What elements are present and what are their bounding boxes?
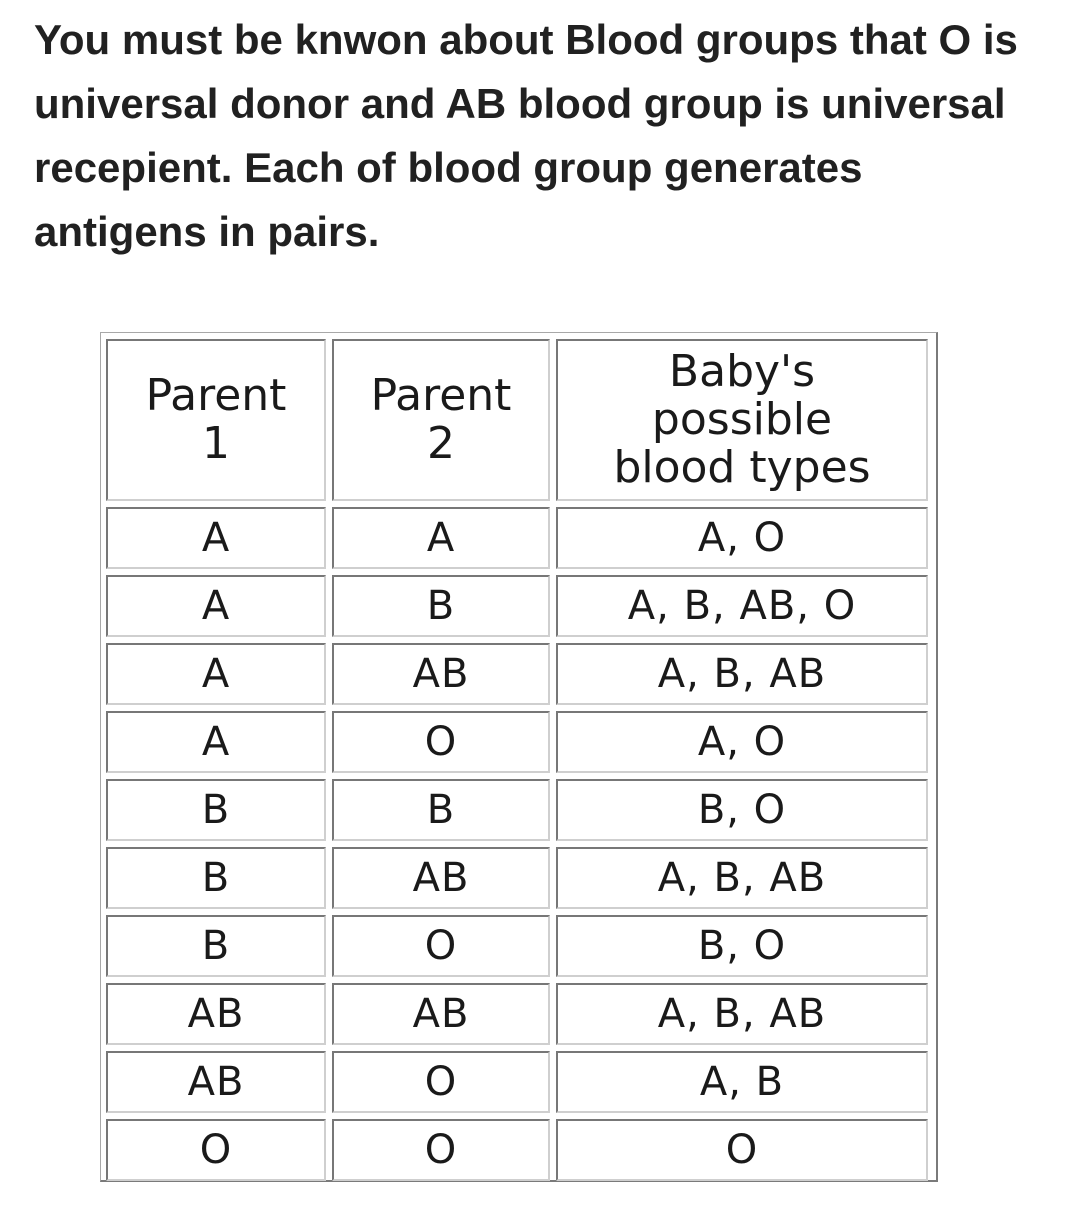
cell-baby-types: A, O <box>556 711 928 773</box>
cell-baby-types: A, B <box>556 1051 928 1113</box>
cell-baby-types: A, B, AB <box>556 643 928 705</box>
cell-parent-2: O <box>332 915 550 977</box>
header-baby-line2: possible <box>651 394 833 445</box>
cell-baby-types: B, O <box>556 915 928 977</box>
blood-type-table <box>100 333 934 1187</box>
header-baby-line3: blood types <box>613 442 871 493</box>
blood-type-table-frame <box>100 332 938 1182</box>
cell-parent-1: A <box>106 575 326 637</box>
header-parent-2 <box>332 339 550 501</box>
cell-parent-1: A <box>106 711 326 773</box>
table-row <box>106 643 928 705</box>
cell-baby-types: B, O <box>556 779 928 841</box>
table-row <box>106 847 928 909</box>
cell-parent-1: AB <box>106 983 326 1045</box>
header-parent-1 <box>106 339 326 501</box>
header-baby-blood-types <box>556 339 928 501</box>
table-row <box>106 1119 928 1181</box>
table-row <box>106 575 928 637</box>
cell-parent-1: AB <box>106 1051 326 1113</box>
cell-parent-1: A <box>106 643 326 705</box>
cell-baby-types: O <box>556 1119 928 1181</box>
cell-parent-2: O <box>332 1051 550 1113</box>
table-row <box>106 983 928 1045</box>
cell-parent-1: A <box>106 507 326 569</box>
cell-parent-1: B <box>106 847 326 909</box>
header-parent-2-line2: 2 <box>427 418 455 469</box>
cell-baby-types: A, B, AB <box>556 847 928 909</box>
table-row <box>106 779 928 841</box>
header-baby-line1: Baby's <box>668 346 816 397</box>
cell-parent-2: O <box>332 1119 550 1181</box>
table-row <box>106 711 928 773</box>
cell-parent-2: A <box>332 507 550 569</box>
cell-parent-1: O <box>106 1119 326 1181</box>
intro-paragraph: You must be knwon about Blood groups that O is universal donor and AB blood group is universal recepient. Each of blood group generates antigens in pairs. <box>34 16 1018 255</box>
header-parent-1-line1: Parent <box>145 370 287 421</box>
cell-baby-types: A, B, AB, O <box>556 575 928 637</box>
header-parent-1-line2: 1 <box>202 418 230 469</box>
cell-parent-2: AB <box>332 643 550 705</box>
cell-parent-2: B <box>332 575 550 637</box>
table-row <box>106 915 928 977</box>
table-header-row <box>106 339 928 501</box>
cell-parent-1: B <box>106 915 326 977</box>
cell-parent-2: AB <box>332 847 550 909</box>
table-row <box>106 1051 928 1113</box>
cell-parent-1: B <box>106 779 326 841</box>
cell-parent-2: AB <box>332 983 550 1045</box>
cell-parent-2: O <box>332 711 550 773</box>
cell-baby-types: A, O <box>556 507 928 569</box>
cell-parent-2: B <box>332 779 550 841</box>
cell-baby-types: A, B, AB <box>556 983 928 1045</box>
table-row <box>106 507 928 569</box>
header-parent-2-line1: Parent <box>370 370 512 421</box>
